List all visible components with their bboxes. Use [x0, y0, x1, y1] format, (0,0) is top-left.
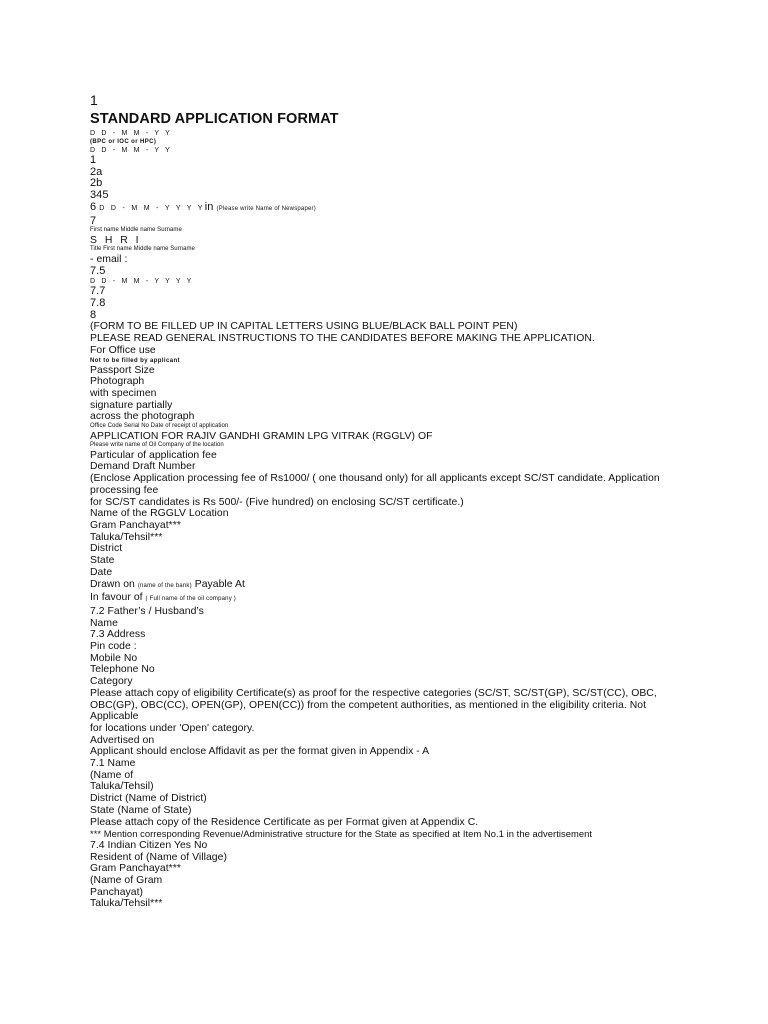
- text-line: [90, 592, 690, 606]
- text-line: [90, 423, 690, 431]
- line-text: For Office use: [90, 344, 156, 356]
- line-text: Name: [90, 617, 118, 629]
- line-text: 2a: [90, 165, 103, 178]
- text-line: [90, 887, 690, 899]
- text-line: [90, 246, 690, 254]
- line-text: 2b: [90, 177, 103, 190]
- text-line: [90, 567, 690, 579]
- line-text: 7.4 Indian Citizen Yes No: [90, 839, 208, 851]
- line-text: with specimen: [90, 387, 157, 399]
- line-text: D D - M M - Y Y: [90, 130, 173, 137]
- line-text: APPLICATION FOR RAJIV GANDHI GRAMIN LPG VITRAK (RGGLV) OF: [90, 430, 433, 442]
- text-line: [90, 235, 690, 247]
- line-text: Panchayat): [90, 886, 144, 898]
- text-line: [90, 688, 690, 723]
- line-text: D D - M M - Y Y: [90, 147, 173, 154]
- text-line: [90, 473, 690, 496]
- line-text: - email :: [90, 253, 128, 265]
- document-page: [90, 92, 690, 910]
- line-text: (BPC or IOC or HPC): [90, 139, 157, 145]
- line-text: Taluka/Tehsil): [90, 781, 154, 793]
- line-text: Applicant should enclose Affidavit as per the format given in Appendix - A: [90, 746, 430, 758]
- line-text: S H R I: [90, 234, 141, 246]
- text-line: [90, 167, 690, 179]
- text-line: [90, 875, 690, 887]
- line-text: 6: [90, 200, 97, 213]
- text-line: [90, 555, 690, 567]
- line-text: *** Mention corresponding Revenue/Administrative structure for the State as specified at Item No.1 in the advertisement: [90, 828, 593, 840]
- line-text: Gram Panchayat***: [90, 863, 181, 875]
- text-line: [90, 676, 690, 688]
- text-line: [90, 817, 690, 829]
- line-text: 7.3 Address: [90, 629, 146, 641]
- text-line: [90, 805, 690, 817]
- text-line: [90, 664, 690, 676]
- text-line: [90, 606, 690, 618]
- text-line: [90, 450, 690, 462]
- text-line: [90, 442, 690, 450]
- text-line: [90, 520, 690, 532]
- line-text: D D - M M - Y Y Y Y: [90, 278, 194, 286]
- line-text: 1: [90, 154, 97, 166]
- document-body: [90, 129, 690, 910]
- line-text: 7.1 Name: [90, 758, 136, 770]
- line-text: First name Middle name Surname: [90, 227, 182, 234]
- line-text: State: [90, 555, 115, 567]
- line-text: for SC/ST candidates is Rs 500/- (Five hundred) on enclosing SC/ST certificate.): [90, 496, 464, 508]
- text-line: [90, 365, 690, 377]
- document-title: STANDARD APPLICATION FORMAT: [90, 111, 339, 127]
- line-text: signature partially: [90, 399, 173, 411]
- line-text: (Enclose Application processing fee of Rs1000/ ( one thousand only) for all applicants except SC/ST candidate. Application processing fee: [90, 473, 660, 496]
- line-text: (FORM TO BE FILLED UP IN CAPITAL LETTERS USING BLUE/BLACK BALL POINT PEN): [90, 321, 518, 333]
- line-text: Demand Draft Number: [90, 461, 196, 473]
- text-line: [90, 898, 690, 910]
- line-text: Particular of application fee: [90, 449, 217, 461]
- text-line: [90, 618, 690, 630]
- page-number: 1: [90, 92, 98, 108]
- line-text: Passport Size: [90, 364, 155, 376]
- text-line: [90, 388, 690, 400]
- line-text: In favour of: [90, 592, 143, 604]
- text-line: [90, 298, 690, 310]
- line-text: Taluka/Tehsil***: [90, 898, 163, 910]
- line-text: Mobile No: [90, 652, 138, 664]
- text-line: [90, 146, 690, 155]
- line-text: across the photograph: [90, 411, 195, 423]
- text-line: [90, 266, 690, 278]
- line-mid-text: in: [204, 200, 214, 213]
- text-line: [90, 758, 690, 770]
- line-text: for locations under 'Open' category.: [90, 722, 255, 734]
- text-line: [90, 863, 690, 875]
- text-line: [90, 345, 690, 357]
- text-line: [90, 227, 690, 235]
- text-line: [90, 310, 690, 322]
- line-text: 8: [90, 308, 97, 321]
- line-text: 345: [90, 189, 109, 202]
- text-line: [90, 641, 690, 653]
- line-text: Date: [90, 566, 113, 578]
- line-text: 7.2 Father’s / Husband’s: [90, 605, 204, 617]
- text-line: [90, 190, 690, 202]
- text-line: [90, 129, 690, 138]
- line-text: 7.8: [90, 297, 106, 310]
- text-line: [90, 653, 690, 665]
- line-text: Photograph: [90, 376, 145, 388]
- line-text: 7.5: [90, 264, 106, 277]
- line-text: Drawn on: [90, 578, 135, 590]
- text-line: [90, 411, 690, 423]
- text-line: [90, 579, 690, 593]
- line-text: Taluka/Tehsil***: [90, 531, 163, 543]
- field-hint: (name of the bank): [137, 582, 192, 589]
- text-line: [90, 431, 690, 443]
- line-text: Resident of (Name of Village): [90, 851, 227, 863]
- line-text: Please write name of Oil Company of the location: [90, 442, 224, 449]
- text-line: [90, 138, 690, 146]
- text-line: [90, 216, 690, 228]
- text-line: [90, 202, 690, 216]
- date-format-hint: D D - M M - Y Y Y Y: [99, 204, 205, 212]
- line-text: (Name of Gram: [90, 875, 163, 887]
- text-line: [90, 852, 690, 864]
- line-text: Pin code :: [90, 641, 137, 653]
- line-text: District (Name of District): [90, 793, 207, 805]
- text-line: [90, 178, 690, 190]
- line-text: Name of the RGGLV Location: [90, 508, 229, 520]
- text-line: [90, 781, 690, 793]
- text-line: [90, 746, 690, 758]
- text-line: [90, 723, 690, 735]
- line-text: 7: [90, 214, 97, 227]
- text-line: [90, 840, 690, 852]
- line-text: State (Name of State): [90, 804, 192, 816]
- text-line: [90, 793, 690, 805]
- line-text: Office Code Serial No Date of receipt of application: [90, 423, 229, 430]
- text-line: [90, 532, 690, 544]
- text-line: [90, 543, 690, 555]
- text-line: [90, 828, 690, 840]
- text-line: [90, 508, 690, 520]
- field-hint: ( Full name of the oil company ): [145, 596, 236, 603]
- text-line: [90, 286, 690, 298]
- text-line: [90, 321, 690, 333]
- line-text: Telephone No: [90, 664, 155, 676]
- text-line: [90, 400, 690, 412]
- line-text: Advertised on: [90, 734, 155, 746]
- line-text: Please attach copy of eligibility Certificate(s) as proof for the respective categories (SC/ST, SC/ST(GP), SC/ST(CC), OBC, OBC(GP), OBC(CC), OPEN(GP), OPEN(CC)) from the competent authorities, as mentioned in the eligibility criteria. Not Applicable: [90, 687, 657, 723]
- text-line: [90, 376, 690, 388]
- line-text: 7.7: [90, 285, 106, 298]
- text-line: [90, 497, 690, 509]
- text-line: [90, 254, 690, 266]
- line-text: Gram Panchayat***: [90, 519, 181, 531]
- line-text: Title First name Middle name Surname: [90, 246, 195, 253]
- field-hint: (Please write Name of Newspaper): [216, 205, 316, 212]
- text-line: [90, 333, 690, 345]
- text-line: [90, 770, 690, 782]
- line-text: Category: [90, 676, 133, 688]
- text-line: [90, 735, 690, 747]
- line-text: Please attach copy of the Residence Certificate as per Format given at Appendix C.: [90, 816, 479, 828]
- line-after-text: Payable At: [194, 578, 245, 590]
- line-text: Not to be filled by applicant: [90, 357, 180, 364]
- line-text: (Name of: [90, 769, 134, 781]
- text-line: [90, 461, 690, 473]
- text-line: [90, 155, 690, 167]
- text-line: [90, 277, 690, 286]
- text-line: [90, 357, 690, 365]
- line-text: PLEASE READ GENERAL INSTRUCTIONS TO THE CANDIDATES BEFORE MAKING THE APPLICATION.: [90, 333, 595, 345]
- text-line: [90, 629, 690, 641]
- line-text: District: [90, 543, 123, 555]
